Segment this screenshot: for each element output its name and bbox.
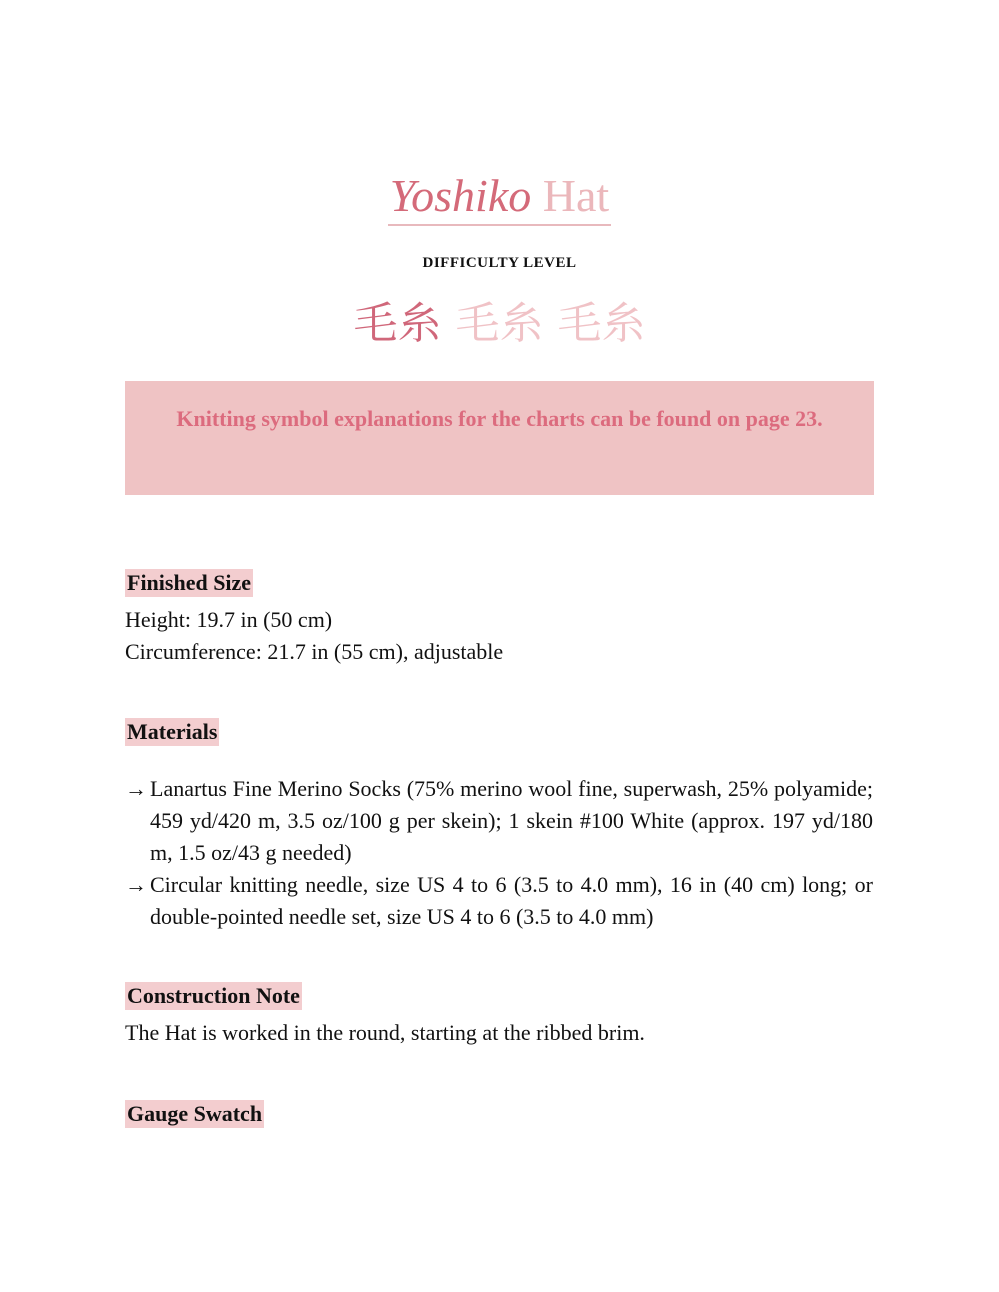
yarn-kanji-icon-1: 毛糸	[353, 298, 442, 349]
yarn-kanji-icon-2: 毛糸	[455, 298, 544, 349]
materials-item-text: Lanartus Fine Merino Socks (75% merino wool fine, superwash, 25% polyamide; 459 yd/420 m, 3.5 oz/100 g per skein); 1 skein #100 White (approx. 197 yd/180 m, 1.5 oz/43 g needed)	[150, 776, 873, 865]
chart-note-box	[125, 381, 874, 495]
materials-list	[125, 773, 873, 933]
arrow-right-icon: →	[125, 872, 147, 897]
title-word-yoshiko: Yoshiko	[389, 170, 532, 221]
difficulty-label: DIFFICULTY LEVEL	[422, 255, 577, 271]
construction-note-heading: Construction Note	[127, 983, 300, 1008]
finished-size-height: Height: 19.7 in (50 cm)	[125, 607, 333, 632]
difficulty-rating	[0, 294, 999, 354]
title-word-hat: Hat	[542, 170, 610, 221]
materials-heading: Materials	[127, 719, 218, 744]
construction-note-text: The Hat is worked in the round, starting at the ribbed brim.	[125, 1020, 645, 1045]
title-block	[0, 168, 999, 226]
page-title	[388, 168, 611, 226]
finished-size-circumference: Circumference: 21.7 in (55 cm), adjustable	[125, 639, 504, 664]
gauge-swatch-heading: Gauge Swatch	[127, 1101, 263, 1126]
arrow-right-icon: →	[125, 776, 147, 801]
materials-item-text: Circular knitting needle, size US 4 to 6 (3.5 to 4.0 mm), 16 in (40 cm) long; or double-pointed needle set, size US 4 to 6 (3.5 to 4.0 mm)	[150, 872, 873, 929]
materials-item-yarn	[125, 773, 873, 869]
chart-note-text: Knitting symbol explanations for the charts can be found on page 23.	[176, 406, 823, 431]
yarn-kanji-icon-3: 毛糸	[557, 298, 646, 349]
materials-item-needle	[125, 869, 873, 933]
finished-size-heading: Finished Size	[127, 570, 252, 595]
